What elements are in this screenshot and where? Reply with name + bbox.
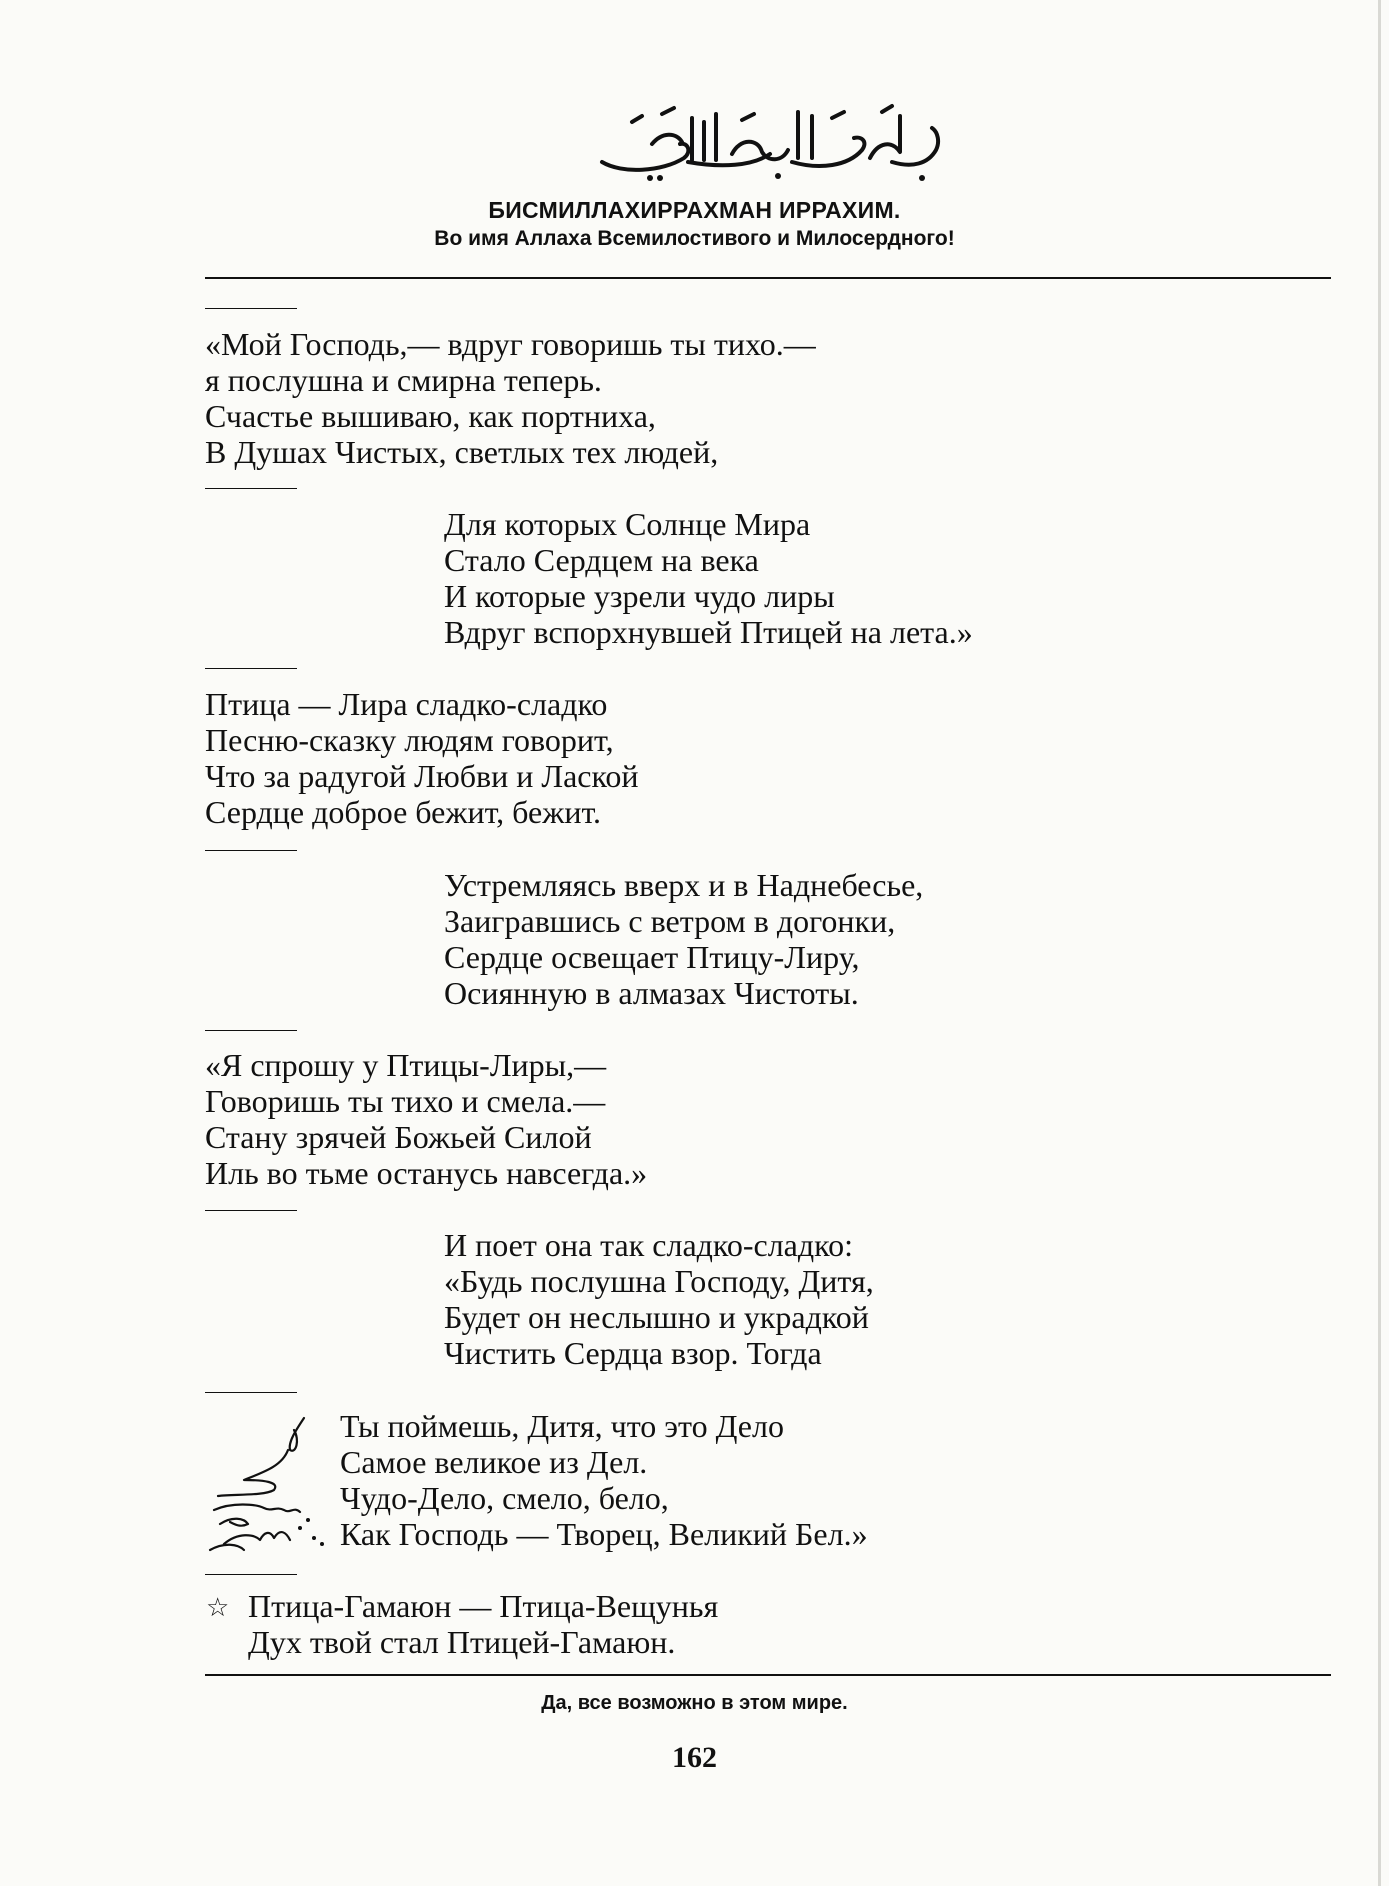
header-title: БИСМИЛЛАХИРРАХМАН ИРРАХИМ.: [488, 197, 901, 223]
stanza-2: [444, 506, 973, 650]
stanza-divider: [205, 1210, 297, 1211]
stanza-divider: [205, 488, 297, 489]
verse-line: Для которых Солнце Мира: [444, 506, 811, 542]
footer-motto: Да, все возможно в этом мире.: [541, 1692, 848, 1714]
note-line: Дух твой стал Птицей-Гамаюн.: [248, 1624, 676, 1660]
verse-line: Песню-сказку людям говорит,: [205, 722, 614, 758]
verse-line: Стану зрячей Божьей Силой: [205, 1119, 592, 1155]
header-subtitle: Во имя Аллаха Всемилостивого и Милосердного!: [434, 227, 955, 250]
verse-line: Заигравшись с ветром в догонки,: [444, 903, 896, 939]
stanza-divider: [205, 1574, 297, 1575]
verse-line: Птица — Лира сладко-сладко: [205, 686, 608, 722]
stanza-divider: [205, 850, 297, 851]
stanza-divider: [205, 308, 297, 309]
verse-line: «Мой Господь,— вдруг говоришь ты тихо.—: [205, 326, 816, 362]
stanza-5: [205, 1047, 647, 1191]
verse-line: Сердце освещает Птицу-Лиру,: [444, 939, 860, 975]
stanza-4: [444, 867, 923, 1011]
stanza-divider: [205, 668, 297, 669]
note-stanza: [248, 1588, 718, 1660]
scan-edge: [1378, 0, 1381, 1886]
verse-line: «Будь послушна Господу, Дитя,: [444, 1263, 874, 1299]
verse-line: Счастье вышиваю, как портниха,: [205, 398, 656, 434]
note-line: Птица-Гамаюн — Птица-Вещунья: [248, 1588, 719, 1624]
verse-line: Сердце доброе бежит, бежит.: [205, 794, 602, 830]
stanza-1: [205, 326, 816, 470]
stanza-divider: [205, 1392, 297, 1393]
verse-line: Говоришь ты тихо и смела.—: [205, 1083, 606, 1119]
stanza-divider: [205, 1030, 297, 1031]
verse-line: Ты поймешь, Дитя, что это Дело: [340, 1408, 784, 1444]
stanza-3: [205, 686, 639, 830]
stanza-6: [444, 1227, 874, 1371]
header-rule: [205, 277, 1331, 279]
bismillah-calligraphy: [592, 92, 944, 184]
verse-line: И которые узрели чудо лиры: [444, 578, 835, 614]
verse-line: Устремляясь вверх и в Наднебесье,: [444, 867, 924, 903]
verse-line: «Я спрошу у Птицы-Лиры,—: [205, 1047, 607, 1083]
verse-line: Чудо-Дело, смело, бело,: [340, 1480, 669, 1516]
verse-line: Что за радугой Любви и Лаской: [205, 758, 639, 794]
verse-line: Как Господь — Творец, Великий Бел.»: [340, 1516, 868, 1552]
verse-line: Чистить Сердца взор. Тогда: [444, 1335, 822, 1371]
footer-rule: [205, 1674, 1331, 1676]
verse-line: И поет она так сладко-сладко:: [444, 1227, 853, 1263]
verse-line: Иль во тьме останусь навсегда.»: [205, 1155, 648, 1191]
verse-line: Осиянную в алмазах Чистоты.: [444, 975, 859, 1011]
verse-line: В Душах Чистых, светлых тех людей,: [205, 434, 719, 470]
verse-line: Будет он неслышно и украдкой: [444, 1299, 869, 1335]
verse-line: Вдруг вспорхнувшей Птицей на лета.»: [444, 614, 973, 650]
verse-line: Стало Сердцем на века: [444, 542, 759, 578]
verse-line: я послушна и смирна теперь.: [205, 362, 602, 398]
handwritten-signature: [204, 1410, 326, 1558]
verse-line: Самое великое из Дел.: [340, 1444, 648, 1480]
page-number: 162: [672, 1741, 717, 1774]
stanza-7: [340, 1408, 868, 1552]
star-icon: ☆: [206, 1593, 230, 1622]
